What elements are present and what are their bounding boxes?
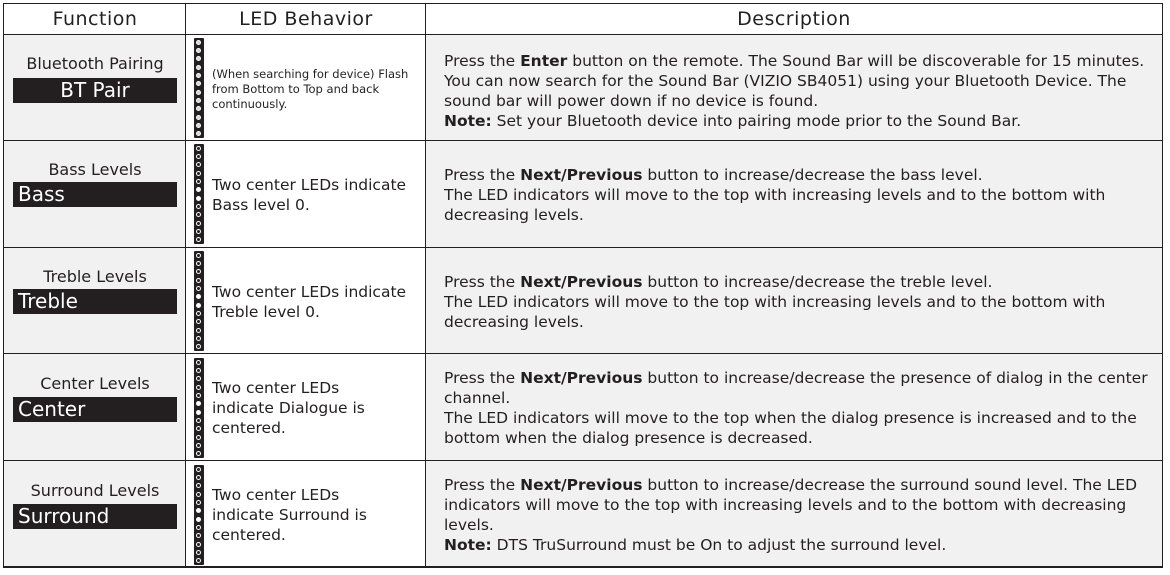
led-dot (196, 106, 201, 111)
led-dot (196, 467, 201, 472)
led-dot (196, 500, 201, 505)
function-name: Center Levels (40, 374, 150, 393)
desc-text: button to increase/decrease the presence of dialog in the center channel. (444, 369, 1148, 407)
led-dot (196, 328, 201, 333)
led-description: Two center LEDs indicate Surround is centered. (212, 486, 367, 544)
led-dot (196, 376, 201, 381)
description-text (444, 475, 1150, 555)
function-cell (4, 35, 186, 140)
description-cell (426, 461, 1162, 566)
table-row (4, 35, 1162, 141)
led-dot (196, 269, 201, 274)
note-label: Note: (444, 536, 492, 554)
led-dot (196, 344, 201, 349)
led-dot (196, 451, 201, 456)
desc-text: Press the (444, 476, 521, 494)
led-dot (196, 542, 201, 547)
led-cell (186, 141, 426, 247)
header-led-behavior: LED Behavior (239, 8, 373, 30)
led-dot (196, 65, 201, 70)
table-row (4, 248, 1162, 354)
desc-text: button to increase/decrease the bass level. (642, 166, 983, 184)
function-name: Treble Levels (43, 267, 147, 286)
led-dot (196, 221, 201, 226)
led-dot (196, 525, 201, 530)
led-dot (196, 368, 201, 373)
led-strip-icon (194, 144, 204, 244)
table-row (4, 354, 1162, 461)
led-dot (196, 286, 201, 291)
led-dot (196, 533, 201, 538)
led-dot (196, 146, 201, 151)
led-dot (196, 98, 201, 103)
function-cell (4, 141, 186, 247)
function-cell (4, 248, 186, 353)
display-label: Surround (13, 504, 177, 529)
led-dot (196, 179, 201, 184)
led-dot (196, 48, 201, 53)
table-row (4, 141, 1162, 248)
display-label: Center (13, 397, 177, 422)
led-dot (196, 475, 201, 480)
function-cell (4, 461, 186, 566)
led-cell (186, 461, 426, 566)
led-dot (196, 154, 201, 159)
led-dot (196, 73, 201, 78)
function-name: Bass Levels (48, 160, 142, 179)
desc-bold: Next/Previous (520, 476, 643, 494)
led-dot (196, 171, 201, 176)
led-dot (196, 131, 201, 136)
led-dot (196, 212, 201, 217)
function-name: Surround Levels (30, 481, 160, 500)
led-dot (196, 187, 201, 192)
function-cell (4, 354, 186, 460)
led-dot (196, 237, 201, 242)
led-strip-icon (194, 465, 204, 565)
led-dot (196, 294, 201, 299)
led-dot (196, 336, 201, 341)
description-text (444, 51, 1150, 131)
led-dot (196, 123, 201, 128)
led-dot (196, 303, 201, 308)
led-description: Two center LEDs indicate Treble level 0. (212, 283, 407, 321)
desc-bold: Enter (520, 52, 568, 70)
desc-text: button to increase/decrease the treble level. (642, 273, 993, 291)
table-header (4, 4, 1162, 35)
led-dot (196, 492, 201, 497)
led-dot (196, 196, 201, 201)
led-dot (196, 278, 201, 283)
led-cell (186, 248, 426, 353)
header-description: Description (737, 8, 851, 30)
desc-text: Press the (444, 273, 521, 291)
desc-text: Press the (444, 369, 521, 387)
desc-line: The LED indicators will move to the top with increasing levels and to the bottom with decreasing levels. (444, 186, 1106, 224)
desc-text: button on the remote. The Sound Bar will be discoverable for 15 minutes. You can now search for the Sound Bar (VIZIO SB4051) using your Bluetooth Device. The sound bar will power down if no device is found. (444, 52, 1145, 110)
display-label: Treble (13, 289, 177, 314)
led-dot (196, 90, 201, 95)
led-dot (196, 81, 201, 86)
column-divider (425, 4, 426, 567)
led-strip-icon (194, 358, 204, 458)
desc-line: The LED indicators will move to the top when the dialog presence is increased and to the bottom when the dialog presence is decreased. (444, 409, 1137, 447)
display-label: BT Pair (13, 78, 177, 103)
led-dot (196, 550, 201, 555)
header-function: Function (52, 8, 138, 30)
led-dot (196, 435, 201, 440)
led-cell (186, 354, 426, 460)
note-label: Note: (444, 112, 492, 130)
led-strip-icon (194, 38, 204, 138)
led-cell (186, 35, 426, 140)
led-description: Two center LEDs indicate Dialogue is centered. (212, 379, 365, 437)
led-dot (196, 508, 201, 513)
led-dot (196, 40, 201, 45)
led-dot (196, 426, 201, 431)
led-dot (196, 319, 201, 324)
desc-text: Press the (444, 166, 521, 184)
led-dot (196, 401, 201, 406)
desc-bold: Next/Previous (520, 166, 643, 184)
led-dot (196, 261, 201, 266)
led-strip-icon (194, 251, 204, 351)
led-dot (196, 115, 201, 120)
led-dot (196, 385, 201, 390)
description-cell (426, 35, 1162, 140)
note-text: Set your Bluetooth device into pairing mode prior to the Sound Bar. (491, 112, 1022, 130)
led-dot (196, 229, 201, 234)
led-dot (196, 418, 201, 423)
led-dot (196, 410, 201, 415)
table-row (4, 461, 1162, 567)
desc-bold: Next/Previous (520, 369, 643, 387)
led-dot (196, 360, 201, 365)
led-description: (When searching for device) Flash from Bottom to Top and back continuously. (212, 67, 409, 111)
desc-line: The LED indicators will move to the top with increasing levels and to the bottom with decreasing levels. (444, 293, 1106, 331)
column-divider (185, 4, 186, 567)
description-cell (426, 354, 1162, 460)
description-cell (426, 248, 1162, 353)
description-text (444, 368, 1150, 448)
display-label: Bass (13, 182, 177, 207)
description-cell (426, 141, 1162, 247)
description-text (444, 165, 1150, 225)
led-behavior-table (3, 3, 1163, 568)
desc-bold: Next/Previous (520, 273, 643, 291)
led-dot (196, 393, 201, 398)
led-dot (196, 253, 201, 258)
desc-text: Press the (444, 52, 521, 70)
led-dot (196, 311, 201, 316)
led-dot (196, 558, 201, 563)
led-dot (196, 162, 201, 167)
description-text (444, 272, 1150, 332)
led-dot (196, 483, 201, 488)
led-dot (196, 56, 201, 61)
desc-text: button to increase/decrease the surround sound level. The LED indicators will move to the top with increasing levels and to the bottom with decreasing levels. (444, 476, 1138, 534)
led-dot (196, 204, 201, 209)
function-name: Bluetooth Pairing (26, 54, 164, 73)
note-text: DTS TruSurround must be On to adjust the surround level. (491, 536, 947, 554)
led-description: Two center LEDs indicate Bass level 0. (212, 176, 407, 214)
led-dot (196, 443, 201, 448)
led-dot (196, 517, 201, 522)
